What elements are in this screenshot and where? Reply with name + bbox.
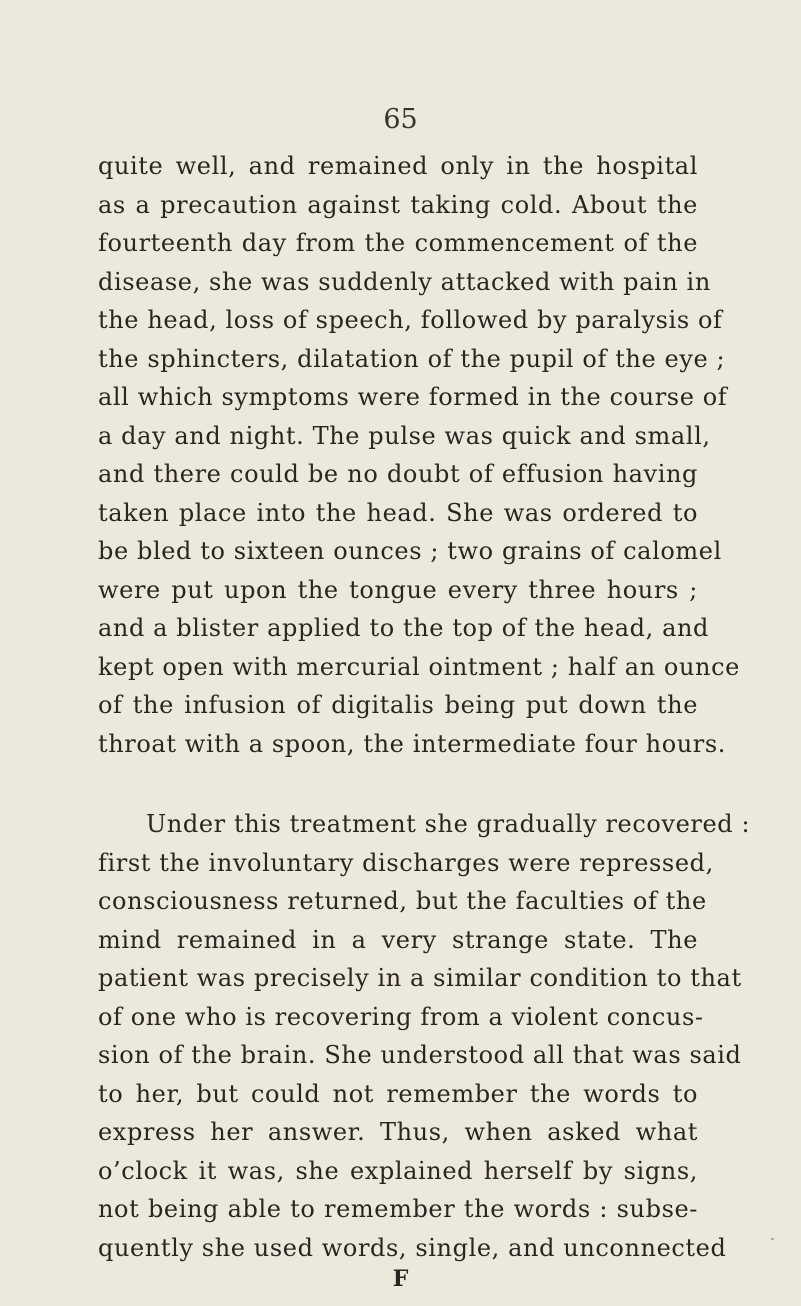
text-line: the sphincters, dilatation of the pupil of the eye ; <box>98 345 726 373</box>
text-line: to her, but could not remember the words to <box>98 1080 698 1108</box>
paper-speck <box>771 1238 774 1240</box>
text-line: not being able to remember the words : subse- <box>98 1195 698 1223</box>
text-line: throat with a spoon, the intermediate four hours. <box>98 730 727 758</box>
text-line: and a blister applied to the top of the head, and <box>98 614 710 642</box>
text-line: as a precaution against taking cold. About the <box>98 191 698 219</box>
page-number: 65 <box>383 104 418 135</box>
text-line: kept open with mercurial ointment ; half an ounce <box>98 653 740 681</box>
text-line: consciousness returned, but the faculties of the <box>98 887 707 915</box>
text-line: express her answer. Thus, when asked what <box>98 1118 698 1146</box>
text-line: of the infusion of digitalis being put down the <box>98 691 698 719</box>
text-line: quite well, and remained only in the hospital <box>98 152 698 180</box>
text-line: o’clock it was, she explained herself by signs, <box>98 1157 698 1185</box>
text-line: first the involuntary discharges were repressed, <box>98 849 714 877</box>
text-line: fourteenth day from the commencement of the <box>98 229 698 257</box>
text-line: a day and night. The pulse was quick and small, <box>98 422 711 450</box>
text-line: of one who is recovering from a violent concus- <box>98 1003 704 1031</box>
text-line: Under this treatment she gradually recovered : <box>146 810 751 838</box>
text-line: be bled to sixteen ounces ; two grains of calomel <box>98 537 722 565</box>
signature-mark: F <box>392 1266 409 1292</box>
text-line: patient was precisely in a similar condition to that <box>98 964 742 992</box>
text-line: disease, she was suddenly attacked with pain in <box>98 268 711 296</box>
text-line: sion of the brain. She understood all that was said <box>98 1041 742 1069</box>
text-line: taken place into the head. She was ordered to <box>98 499 698 527</box>
text-line: were put upon the tongue every three hours ; <box>98 576 698 604</box>
text-line: mind remained in a very strange state. The <box>98 926 698 954</box>
text-line: and there could be no doubt of effusion having <box>98 460 698 488</box>
text-line: all which symptoms were formed in the course of <box>98 383 728 411</box>
text-line: the head, loss of speech, followed by paralysis of <box>98 306 723 334</box>
text-line: quently she used words, single, and unconnected <box>98 1234 727 1262</box>
